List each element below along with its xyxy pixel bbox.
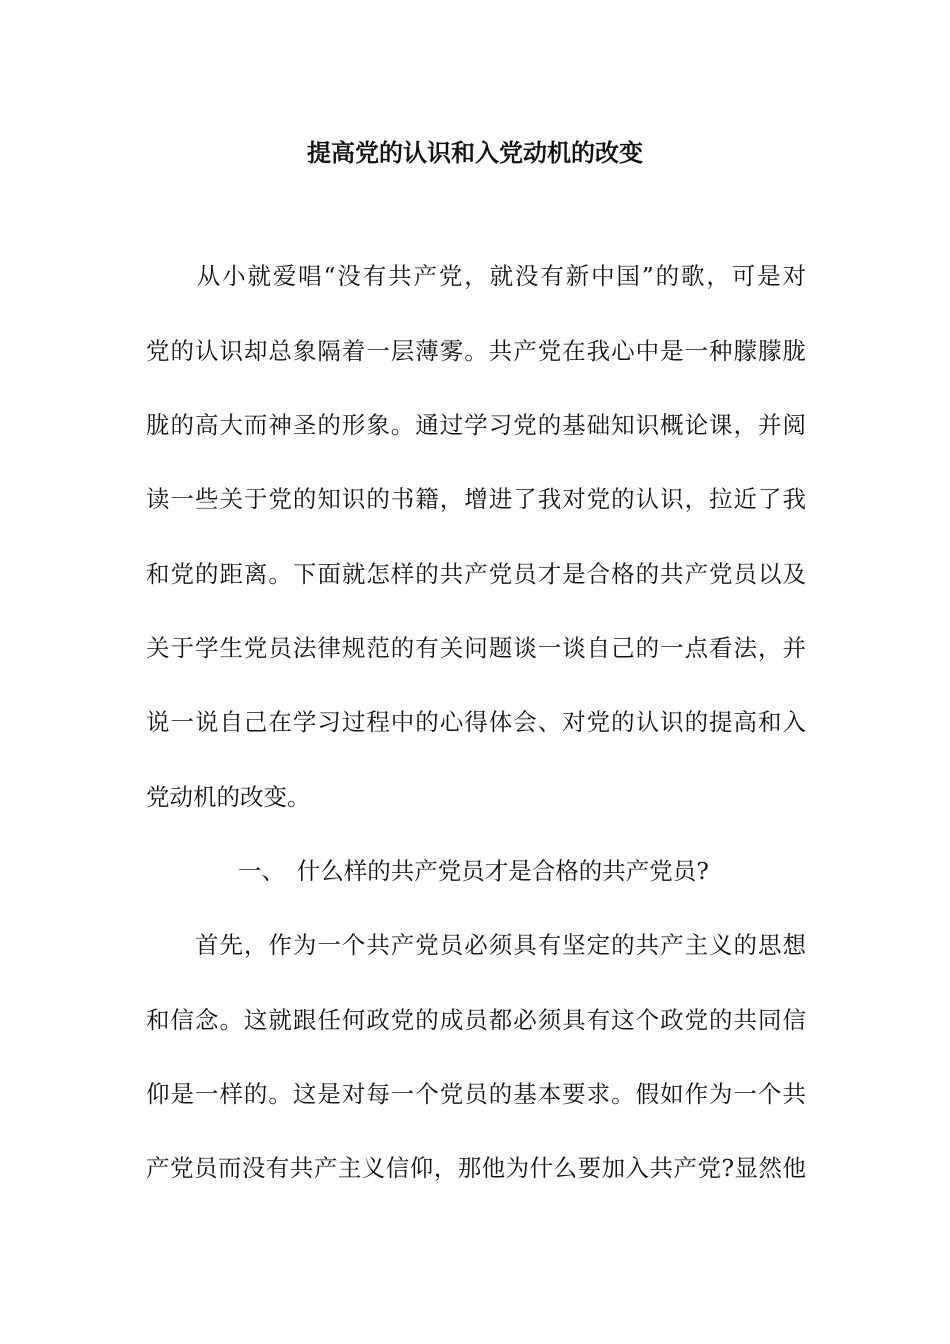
paragraph-line: 和党的距离。下面就怎样的共产党员才是合格的共产党员以及	[146, 560, 806, 588]
paragraph-line: 从小就爱唱“没有共产党，就没有新中国”的歌，可是对	[146, 262, 806, 290]
document-title: 提高党的认识和入党动机的改变	[307, 138, 643, 167]
paragraph-line: 关于学生党员法律规范的有关问题谈一谈自己的一点看法，并	[146, 634, 806, 662]
section-heading: 一、 什么样的共产党员才是合格的共产党员?	[238, 857, 709, 885]
paragraph-line: 仰是一样的。这是对每一个党员的基本要求。假如作为一个共	[146, 1080, 806, 1108]
paragraph-line: 和信念。这就跟任何政党的成员都必须具有这个政党的共同信	[146, 1006, 806, 1034]
paragraph-line: 读一些关于党的知识的书籍，增进了我对党的认识，拉近了我	[146, 485, 806, 513]
paragraph-line: 党动机的改变。	[146, 783, 311, 811]
paragraph-line: 胧的高大而神圣的形象。通过学习党的基础知识概论课，并阅	[146, 411, 806, 439]
paragraph-line: 产党员而没有共产主义信仰，那他为什么要加入共产党?显然他	[146, 1154, 806, 1182]
paragraph-line: 首先，作为一个共产党员必须具有坚定的共产主义的思想	[146, 931, 806, 959]
paragraph-line: 说一说自己在学习过程中的心得体会、对党的认识的提高和入	[146, 708, 806, 736]
paragraph-line: 党的认识却总象隔着一层薄雾。共产党在我心中是一种朦朦胧	[146, 337, 806, 365]
